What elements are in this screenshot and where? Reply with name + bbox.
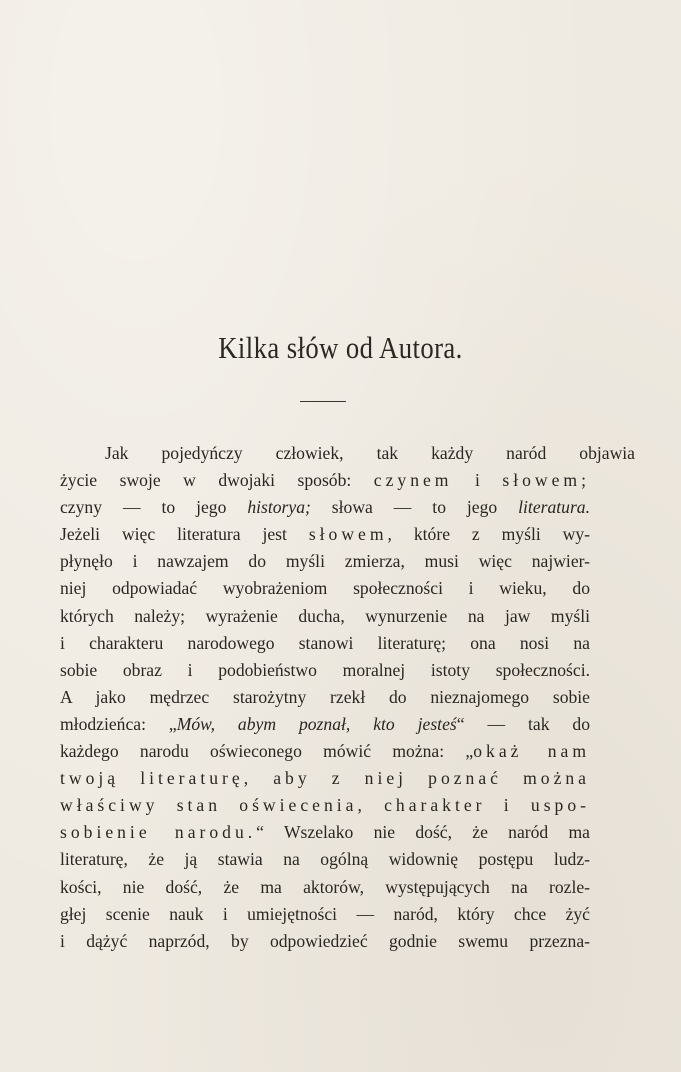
text-line	[60, 440, 635, 467]
text-run: “ — tak do	[456, 713, 591, 734]
text-run: i dążyć naprzód, by odpowiedzieć godnie swemu przezna-	[60, 930, 590, 951]
text-line	[60, 819, 590, 846]
italic-text: literatura.	[518, 497, 591, 518]
text-line	[60, 521, 590, 548]
text-run: kości, nie dość, że ma aktorów, występujących na rozle-	[60, 876, 590, 897]
text-run: , które z myśli wy-	[387, 524, 590, 545]
spaced-text: okaż nam	[473, 741, 591, 762]
text-line	[60, 603, 590, 630]
text-line	[60, 630, 590, 657]
text-line	[60, 548, 590, 575]
text-line	[60, 765, 590, 792]
body-text	[60, 440, 635, 955]
text-line	[60, 874, 590, 901]
spaced-text: słowem	[308, 524, 388, 545]
text-run: A jako mędrzec starożytny rzekł do nieznajomego sobie	[60, 686, 590, 707]
text-line	[60, 711, 590, 738]
text-line	[60, 738, 590, 765]
title-divider	[300, 401, 346, 402]
text-run: słowa — to jego	[310, 497, 519, 518]
text-run: płynęło i nawzajem do myśli zmierza, musi więc najwier-	[60, 551, 590, 572]
text-run: każdego narodu oświeconego mówić można: „	[60, 741, 474, 762]
text-run: młodzieńca: „	[60, 713, 177, 734]
text-line	[60, 684, 590, 711]
spaced-text: właściwy stan oświecenia, charakter i uspo-	[60, 795, 590, 816]
text-run: i charakteru narodowego stanowi literaturę; ona nosi na	[60, 632, 590, 653]
text-run: niej odpowiadać wyobrażeniom społeczności i wieku, do	[60, 578, 590, 599]
text-run: i	[452, 470, 503, 491]
italic-text: Mów, abym poznał, kto jesteś	[176, 713, 457, 734]
spaced-text: czynem	[373, 470, 453, 491]
text-run: “ Wszelako nie dość, że naród ma	[256, 822, 590, 843]
text-run: głej scenie nauk i umiejętności — naród, który chce żyć	[60, 903, 590, 924]
text-line	[60, 901, 590, 928]
text-run: Jak pojedyńczy człowiek, tak każdy naród objawia	[105, 443, 635, 463]
text-line	[60, 846, 590, 873]
spaced-text: sobienie narodu.	[60, 822, 257, 843]
text-run: których należy; wyrażenie ducha, wynurzenie na jaw myśli	[60, 605, 590, 626]
text-line	[60, 467, 590, 494]
text-run: życie swoje w dwojaki sposób:	[60, 470, 374, 491]
chapter-title: Kilka słów od Autora.	[218, 330, 463, 365]
text-run: Jeżeli więc literatura jest	[60, 524, 309, 545]
text-line	[60, 928, 590, 955]
text-line	[60, 494, 590, 521]
text-run: literaturę, że ją stawia na ogólną widownię postępu ludz-	[60, 849, 590, 870]
text-line	[60, 575, 590, 602]
text-line	[60, 657, 590, 684]
spaced-text: słowem;	[502, 470, 590, 491]
text-run: sobie obraz i podobieństwo moralnej istoty społeczności.	[60, 659, 590, 680]
text-line	[60, 792, 590, 819]
italic-text: historya;	[247, 497, 311, 518]
spaced-text: twoją literaturę, aby z niej poznać można	[60, 768, 590, 789]
text-run: czyny — to jego	[60, 497, 248, 518]
